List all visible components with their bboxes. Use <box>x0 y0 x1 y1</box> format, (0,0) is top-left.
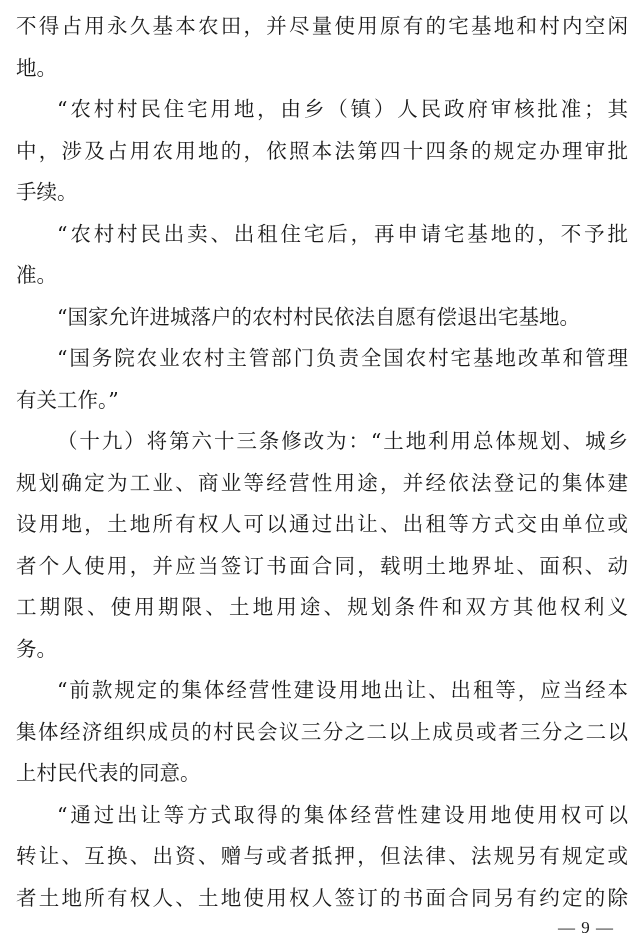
text-line: 不得占用永久基本农田，并尽量使用原有的宅基地和村内空闲 <box>16 14 628 38</box>
text-line: 规划确定为工业、商业等经营性用途，并经依法登记的集体建 <box>16 470 628 495</box>
text-line: 设用地，土地所有权人可以通过出让、出租等方式交由单位或 <box>16 512 628 536</box>
text-line: 手续。 <box>16 180 78 204</box>
text-line: “国务院农业农村主管部门负责全国农村宅基地改革和管理 <box>57 346 628 370</box>
text-line: “国家允许进城落户的农村村民依法自愿有偿退出宅基地。 <box>57 304 580 329</box>
text-line: （十九）将第六十三条修改为：“土地利用总体规划、城乡 <box>57 429 628 453</box>
text-line: 集体经济组织成员的村民会议三分之二以上成员或者三分之二以 <box>16 719 628 744</box>
text-line: 转让、互换、出资、赠与或者抵押，但法律、法规另有规定或 <box>16 844 628 868</box>
text-line: “前款规定的集体经营性建设用地出让、出租等，应当经本 <box>57 678 628 702</box>
text-line: “通过出让等方式取得的集体经营性建设用地使用权可以 <box>57 802 628 827</box>
text-line: 者个人使用，并应当签订书面合同，载明土地界址、面积、动 <box>16 553 628 578</box>
text-line: 工期限、使用期限、土地用途、规划条件和双方其他权利义 <box>16 595 628 619</box>
page-number: — 9 — <box>558 918 614 937</box>
text-line: 准。 <box>16 263 57 287</box>
text-line: 者土地所有权人、土地使用权人签订的书面合同另有约定的除 <box>16 885 628 910</box>
text-line: “农村村民住宅用地，由乡（镇）人民政府审核批准；其 <box>57 97 628 121</box>
text-line: 上村民代表的同意。 <box>16 761 201 785</box>
text-line: 有关工作。” <box>16 387 119 412</box>
text-line: 中，涉及占用农用地的，依照本法第四十四条的规定办理审批 <box>16 138 628 163</box>
document-body <box>16 6 628 919</box>
text-line: “农村村民出卖、出租住宅后，再申请宅基地的，不予批 <box>57 221 628 246</box>
text-line: 务。 <box>16 636 57 661</box>
text-line: 地。 <box>16 55 57 80</box>
